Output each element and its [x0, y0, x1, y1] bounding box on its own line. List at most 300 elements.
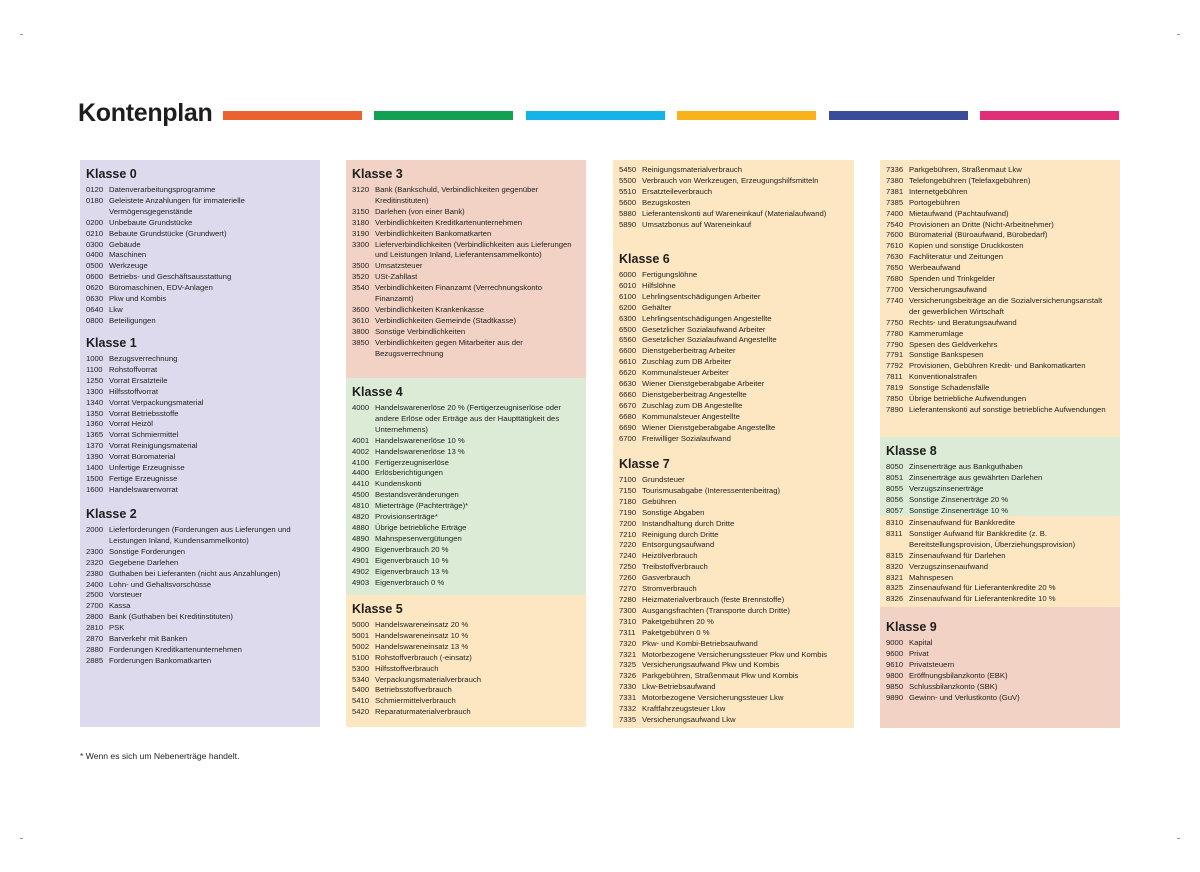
account-entry — [352, 207, 580, 218]
account-entry — [886, 383, 1114, 394]
account-description: Eigenverbrauch 20 % — [375, 544, 449, 554]
account-entry — [886, 594, 1114, 605]
account-description: Wiener Dienstgeberabgabe Arbeiter — [642, 379, 765, 389]
account-description: Vorrat Heizöl — [109, 419, 154, 429]
account-code: 1400 — [86, 463, 104, 473]
account-description: Verbindlichkeiten gegen Mitarbeiter aus der Bezugsverrechnung — [375, 337, 523, 358]
crop-mark — [1177, 34, 1180, 35]
account-entry — [619, 530, 848, 541]
account-code: 8325 — [886, 583, 904, 593]
account-code: 0120 — [86, 185, 104, 194]
account-description: Pkw- und Kombi-Betriebsaufwand — [642, 638, 758, 648]
account-description: Erlösberichtigungen — [375, 468, 443, 478]
account-description: Privat — [909, 648, 929, 658]
account-code: 4880 — [352, 522, 370, 532]
account-entry — [352, 696, 580, 707]
account-entry — [86, 229, 314, 240]
account-entry — [619, 660, 848, 671]
account-description: Portogebühren — [909, 197, 960, 207]
account-entry — [886, 274, 1114, 285]
account-description: Dienstgeberbeitrag Angestellte — [642, 389, 747, 399]
account-description: PSK — [109, 623, 125, 633]
footnote: * Wenn es sich um Nebenerträge handelt. — [80, 751, 240, 761]
account-entry — [86, 294, 314, 305]
account-code: 7680 — [886, 274, 904, 284]
account-entry — [619, 434, 848, 445]
account-description: Paketgebühren 20 % — [642, 616, 714, 626]
klasse-0-box — [80, 160, 320, 329]
account-entry — [352, 685, 580, 696]
account-description: Lieferantenskonti auf sonstige betriebliche Aufwendungen — [909, 404, 1106, 414]
account-code: 7180 — [619, 496, 637, 506]
account-description: Betriebs- und Geschäftsausstattung — [109, 272, 232, 282]
klasse-0-heading: Klasse 0 — [86, 167, 137, 181]
color-stripe — [223, 111, 362, 120]
account-code: 1340 — [86, 397, 104, 407]
account-code: 6630 — [619, 379, 637, 389]
account-code: 9890 — [886, 692, 904, 702]
klasse-6-heading: Klasse 6 — [619, 252, 670, 266]
account-entry — [619, 346, 848, 357]
account-description: Ausgangsfrachten (Transporte durch Dritte) — [642, 605, 790, 615]
account-code: 0640 — [86, 304, 104, 314]
account-code: 3540 — [352, 283, 370, 293]
account-code: 7380 — [886, 175, 904, 185]
account-code: 5340 — [352, 674, 370, 684]
account-code: 7780 — [886, 328, 904, 338]
account-description: Kassa — [109, 601, 131, 611]
account-description: Sonstige Bankspesen — [909, 350, 984, 360]
account-description: Bank (Bankschuld, Verbindlichkeiten gegenüber Kreditinstituten) — [375, 185, 539, 205]
account-code: 5410 — [352, 696, 370, 706]
account-code: 7330 — [619, 682, 637, 692]
account-code: 1600 — [86, 484, 104, 494]
account-entry — [86, 645, 314, 656]
account-entry — [352, 556, 580, 567]
account-code: 7326 — [619, 671, 637, 681]
account-description: Spesen des Geldverkehrs — [909, 339, 998, 349]
account-code: 6660 — [619, 389, 637, 399]
account-code: 5880 — [619, 208, 637, 218]
account-description: Versicherungsaufwand Lkw — [642, 714, 736, 724]
account-entry — [352, 642, 580, 653]
account-entry — [352, 447, 580, 458]
account-code: 1100 — [86, 364, 103, 374]
account-entry — [352, 272, 580, 283]
account-code: 7310 — [619, 616, 637, 626]
account-code: 8320 — [886, 561, 904, 571]
account-entry — [619, 497, 848, 508]
account-description: Bezugsverrechnung — [109, 354, 178, 363]
account-code: 7890 — [886, 404, 904, 414]
account-code: 7381 — [886, 186, 904, 196]
account-entry — [619, 220, 848, 231]
account-code: 7300 — [619, 605, 637, 615]
account-description: Reinigungsmaterialverbrauch — [642, 165, 742, 174]
account-code: 8311 — [886, 528, 903, 538]
account-code: 0300 — [86, 239, 104, 249]
account-description: Handelswarenvorrat — [109, 484, 178, 494]
account-code: 4901 — [352, 555, 370, 565]
account-entry — [619, 551, 848, 562]
account-code: 7630 — [886, 252, 904, 262]
account-entry — [886, 230, 1114, 241]
color-stripe — [677, 111, 816, 120]
account-entry — [352, 316, 580, 327]
account-code: 2810 — [86, 623, 104, 633]
account-description: Lieferverbindlichkeiten (Verbindlichkeiten aus Lieferungen und Leistungen Inland, Lieferantensammelkonto) — [375, 239, 572, 260]
account-code: 6560 — [619, 335, 637, 345]
account-entry — [619, 368, 848, 379]
account-entry — [86, 452, 314, 463]
account-entry — [886, 506, 1114, 517]
account-code: 7740 — [886, 295, 904, 305]
klasse-8-box-a — [880, 437, 1120, 516]
account-code: 6680 — [619, 411, 637, 421]
account-description: Wiener Dienstgeberabgabe Angestellte — [642, 422, 776, 432]
account-code: 8057 — [886, 505, 904, 515]
account-description: Unfertige Erzeugnisse — [109, 463, 185, 473]
account-code: 1390 — [86, 452, 104, 462]
account-entry — [86, 601, 314, 612]
account-description: Handelswareneinsatz 10 % — [375, 630, 469, 640]
account-description: Guthaben bei Lieferanten (nicht aus Anzahlungen) — [109, 568, 281, 578]
account-entry — [86, 196, 314, 218]
klasse-9-heading: Klasse 9 — [886, 620, 937, 634]
account-entry — [619, 508, 848, 519]
account-description: Zuschlag zum DB Arbeiter — [642, 357, 732, 367]
account-description: Umsatzsteuer — [375, 261, 423, 271]
klasse-0-list — [86, 185, 314, 327]
account-entry — [352, 653, 580, 664]
account-entry — [86, 387, 314, 398]
klasse-7-continued-list — [886, 165, 1114, 416]
account-description: Vorrat Verpackungsmaterial — [109, 397, 204, 407]
account-description: Vorrat Schmiermittel — [109, 430, 179, 440]
account-description: Gebäude — [109, 239, 141, 249]
klasse-5-list — [352, 620, 580, 718]
account-entry — [886, 551, 1114, 562]
account-code: 7321 — [619, 649, 637, 659]
account-entry — [86, 430, 314, 441]
account-code: 7190 — [619, 507, 637, 517]
account-description: Forderungen Kreditkartenunternehmen — [109, 644, 242, 654]
account-entry — [886, 263, 1114, 274]
account-code: 4900 — [352, 544, 370, 554]
account-code: 5002 — [352, 641, 370, 651]
account-entry — [886, 473, 1114, 484]
account-description: Hilfslöhne — [642, 280, 676, 290]
account-entry — [886, 562, 1114, 573]
account-description: Fachliteratur und Zeitungen — [909, 252, 1004, 262]
account-entry — [619, 292, 848, 303]
account-code: 5890 — [619, 219, 637, 229]
account-code: 5001 — [352, 630, 370, 640]
account-description: Mahnspesen — [909, 572, 954, 582]
account-description: Vorrat Ersatzteile — [109, 375, 168, 385]
account-code: 6010 — [619, 280, 637, 290]
account-entry — [86, 316, 314, 327]
account-code: 3520 — [352, 272, 370, 282]
account-description: Verzugszinsenaufwand — [909, 561, 989, 571]
account-description: Treibstoffverbrauch — [642, 562, 708, 572]
account-code: 4400 — [352, 468, 370, 478]
account-description: Verbindlichkeiten Gemeinde (Stadtkasse) — [375, 315, 517, 325]
account-code: 7819 — [886, 383, 904, 393]
account-entry — [352, 327, 580, 338]
account-description: Lehrlingsentschädigungen Arbeiter — [642, 291, 761, 301]
account-code: 6100 — [619, 291, 637, 301]
account-description: Verbindlichkeiten Krankenkasse — [375, 304, 484, 314]
account-code: 7100 — [619, 475, 637, 484]
account-description: Verpackungsmaterialverbrauch — [375, 674, 481, 684]
account-code: 6620 — [619, 368, 637, 378]
account-entry — [352, 707, 580, 718]
account-entry — [886, 285, 1114, 296]
klasse-6-box — [613, 245, 854, 450]
account-code: 3600 — [352, 304, 370, 314]
account-code: 5500 — [619, 175, 637, 185]
account-code: 7790 — [886, 339, 904, 349]
account-code: 2880 — [86, 644, 104, 654]
account-description: Parkgebühren, Straßenmaut Lkw — [909, 165, 1022, 174]
klasse-8-heading: Klasse 8 — [886, 444, 937, 458]
account-description: Provisionen an Dritte (Nicht-Arbeitnehmer) — [909, 219, 1054, 229]
account-code: 3500 — [352, 261, 370, 271]
account-entry — [619, 423, 848, 434]
account-code: 4410 — [352, 479, 370, 489]
account-code: 4000 — [352, 403, 370, 412]
account-description: Handelswarenerlöse 13 % — [375, 446, 465, 456]
account-description: Verbrauch von Werkzeugen, Erzeugungshilfsmitteln — [642, 175, 819, 185]
account-entry — [619, 401, 848, 412]
account-entry — [352, 261, 580, 272]
account-entry — [886, 660, 1114, 671]
account-entry — [619, 628, 848, 639]
account-description: Provisionen, Gebühren Kredit- und Bankomatkarten — [909, 361, 1086, 371]
account-entry — [886, 252, 1114, 263]
account-code: 6610 — [619, 357, 637, 367]
account-code: 7540 — [886, 219, 904, 229]
crop-mark — [1177, 838, 1180, 839]
account-entry — [352, 436, 580, 447]
account-code: 1500 — [86, 473, 104, 483]
account-entry — [886, 518, 1114, 529]
account-code: 4810 — [352, 501, 370, 511]
account-description: Bezugskosten — [642, 197, 691, 207]
account-description: Handelswarenerlöse 10 % — [375, 435, 465, 445]
account-entry — [886, 484, 1114, 495]
account-code: 7240 — [619, 551, 637, 561]
account-description: Lieferantenskonti auf Wareneinkauf (Materialaufwand) — [642, 208, 827, 218]
account-code: 6670 — [619, 400, 637, 410]
account-code: 7600 — [886, 230, 904, 240]
account-code: 0400 — [86, 250, 104, 260]
account-code: 7200 — [619, 518, 637, 528]
account-entry — [352, 501, 580, 512]
account-description: Mahnspesenvergütungen — [375, 533, 462, 543]
account-code: 7750 — [886, 317, 904, 327]
account-entry — [352, 305, 580, 316]
account-code: 0180 — [86, 195, 104, 205]
account-entry — [352, 468, 580, 479]
account-code: 9610 — [886, 659, 904, 669]
account-code: 7250 — [619, 562, 637, 572]
account-entry — [86, 590, 314, 601]
account-entry — [86, 272, 314, 283]
account-entry — [352, 218, 580, 229]
account-description: Lehrlingsentschädigungen Angestellte — [642, 313, 772, 323]
account-entry — [352, 620, 580, 631]
account-code: 4001 — [352, 435, 370, 445]
account-code: 0620 — [86, 283, 104, 293]
account-entry — [886, 350, 1114, 361]
account-entry — [86, 409, 314, 420]
account-description: Kapital — [909, 638, 933, 647]
account-description: Versicherungsaufwand — [909, 284, 987, 294]
klasse-3-list — [352, 185, 580, 360]
account-entry — [619, 335, 848, 346]
account-description: Fertigerzeugniserlöse — [375, 457, 449, 467]
account-entry — [86, 634, 314, 645]
account-code: 5300 — [352, 663, 370, 673]
account-description: Mietaufwand (Pachtaufwand) — [909, 208, 1009, 218]
account-code: 7260 — [619, 573, 637, 583]
account-code: 7270 — [619, 584, 637, 594]
account-description: Rechts- und Beratungsaufwand — [909, 317, 1017, 327]
klasse-8-list-expense — [886, 518, 1114, 605]
account-description: Provisionserträge* — [375, 512, 438, 522]
account-code: 4890 — [352, 533, 370, 543]
account-code: 8055 — [886, 483, 904, 493]
account-entry — [352, 458, 580, 469]
account-entry — [886, 209, 1114, 220]
account-description: Reparaturmaterialverbrauch — [375, 707, 471, 717]
klasse-2-box — [80, 500, 320, 727]
klasse-1-heading: Klasse 1 — [86, 336, 137, 350]
account-code: 7220 — [619, 540, 637, 550]
account-code: 7332 — [619, 704, 637, 714]
account-code: 2800 — [86, 612, 104, 622]
account-code: 7325 — [619, 660, 637, 670]
account-entry — [86, 485, 314, 496]
account-code: 7335 — [619, 714, 637, 724]
account-code: 0800 — [86, 315, 104, 325]
klasse-7-box — [613, 450, 854, 728]
klasse-5-box — [346, 595, 586, 727]
account-description: Privatsteuern — [909, 659, 955, 669]
account-code: 5510 — [619, 186, 637, 196]
account-code: 2380 — [86, 568, 104, 578]
account-entry — [352, 664, 580, 675]
account-description: Verbindlichkeiten Bankomatkarten — [375, 228, 492, 238]
account-description: Übrige betriebliche Erträge — [375, 522, 467, 532]
account-entry — [86, 525, 314, 547]
account-description: Vorrat Büromaterial — [109, 452, 176, 462]
account-description: Umsatzbonus auf Wareneinkauf — [642, 219, 752, 229]
account-entry — [86, 305, 314, 316]
account-entry — [619, 314, 848, 325]
account-description: Ersatzteileverbrauch — [642, 186, 713, 196]
account-code: 2320 — [86, 557, 104, 567]
account-entry — [886, 649, 1114, 660]
account-code: 9850 — [886, 681, 904, 691]
account-code: 9600 — [886, 648, 904, 658]
account-entry — [619, 187, 848, 198]
account-description: USt-Zahllast — [375, 272, 418, 282]
account-entry — [352, 490, 580, 501]
account-entry — [86, 623, 314, 634]
account-description: Versicherungsbeiträge an die Sozialversicherungsanstalt der gewerblichen Wirtschaft — [909, 295, 1103, 316]
account-code: 4820 — [352, 512, 370, 522]
account-entry — [86, 398, 314, 409]
account-entry — [886, 198, 1114, 209]
account-description: Vorrat Reinigungsmaterial — [109, 441, 198, 451]
account-entry — [886, 394, 1114, 405]
account-description: Geleistete Anzahlungen für immaterielle Vermögensgegenstände — [109, 195, 245, 216]
account-code: 7792 — [886, 361, 904, 371]
page-title: Kontenplan — [78, 99, 213, 127]
klasse-1-list — [86, 354, 314, 496]
account-entry — [352, 479, 580, 490]
account-entry — [886, 638, 1114, 649]
account-description: Handelswareneinsatz 20 % — [375, 620, 469, 629]
account-code: 6000 — [619, 270, 637, 279]
account-description: Motorbezogene Versicherungssteuer Lkw — [642, 693, 784, 703]
klasse-3-heading: Klasse 3 — [352, 167, 403, 181]
account-entry — [886, 372, 1114, 383]
account-code: 4903 — [352, 577, 370, 587]
account-entry — [619, 390, 848, 401]
account-description: Handelswarenerlöse 20 % (Fertigerzeugniserlöse oder andere Erlöse oder Erträge aus der Haupttätigkeit des Unternehmens) — [375, 403, 561, 434]
account-code: 7311 — [619, 627, 636, 637]
account-code: 0200 — [86, 217, 104, 227]
account-description: Reinigung durch Dritte — [642, 529, 719, 539]
account-description: Spenden und Trinkgelder — [909, 274, 995, 284]
account-description: Kommunalsteuer Arbeiter — [642, 368, 729, 378]
account-entry — [352, 229, 580, 240]
account-entry — [886, 693, 1114, 704]
account-description: Stromverbrauch — [642, 584, 697, 594]
account-entry — [886, 329, 1114, 340]
account-description: Fertige Erzeugnisse — [109, 473, 178, 483]
account-description: Versicherungsaufwand Pkw und Kombis — [642, 660, 780, 670]
account-code: 6500 — [619, 324, 637, 334]
account-description: Forderungen Bankomatkarten — [109, 655, 212, 665]
account-description: Internetgebühren — [909, 186, 968, 196]
account-code: 9000 — [886, 638, 904, 647]
account-entry — [352, 512, 580, 523]
klasse-6-list — [619, 270, 848, 445]
account-entry — [86, 185, 314, 196]
account-entry — [352, 523, 580, 534]
account-entry — [619, 704, 848, 715]
klasse-2-list — [86, 525, 314, 667]
account-entry — [86, 250, 314, 261]
account-description: Kopien und sonstige Druckkosten — [909, 241, 1024, 251]
account-entry — [619, 617, 848, 628]
account-description: Sonstiger Aufwand für Bankkredite (z. B. Bereitstellungsprovision, Überziehungsprovision) — [909, 528, 1076, 549]
account-entry — [619, 412, 848, 423]
account-code: 1300 — [86, 386, 104, 396]
account-description: Zinsenerträge aus Bankguthaben — [909, 462, 1023, 471]
account-code: 1350 — [86, 408, 104, 418]
account-description: Unbebaute Grundstücke — [109, 217, 193, 227]
klasse-5-continued-list — [619, 165, 848, 230]
account-description: Werkzeuge — [109, 261, 148, 271]
account-description: Zinsenaufwand für Lieferantenkredite 20 % — [909, 583, 1056, 593]
account-code: 8310 — [886, 518, 904, 527]
